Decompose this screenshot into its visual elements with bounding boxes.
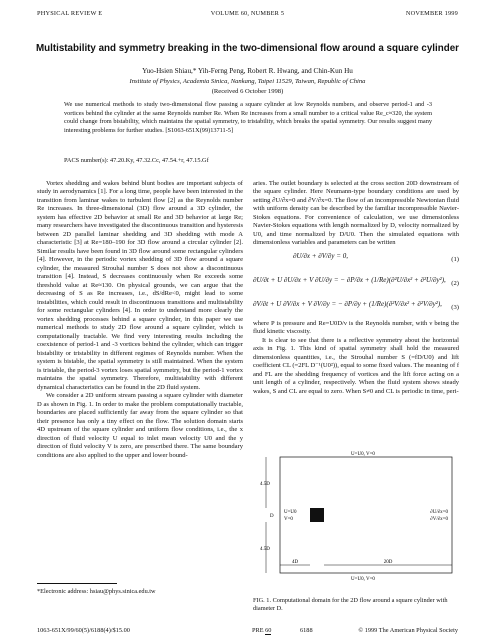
figure-caption: FIG. 1. Computational domain for the 2D flow around a square cylinder with diameter D. bbox=[253, 597, 448, 612]
equation-3-text: ∂V/∂t + U ∂V/∂x + V ∂V/∂y = − ∂P/∂y + (1/Re)(∂²V/∂x² + ∂²V/∂y²), bbox=[253, 299, 442, 308]
inlet-u-label: U=U0 bbox=[284, 510, 297, 515]
footer-journal bbox=[252, 627, 271, 634]
dimension-bottom: 4.5D bbox=[260, 547, 270, 552]
body-paragraph: where P is pressure and Re=U0D/ν is the Reynolds number, with ν being the fluid kinetic viscosity. bbox=[253, 319, 459, 336]
body-paragraph: aries. The outlet boundary is selected at the cross section 20D downstream of the square cylinder. Here Neumann-type boundary conditions are used by setting ∂U/∂x=0 and ∂V/∂x=0. The flow of an incompressible Newtonian fluid with uniform density can be described by the familiar incompressible Navier-Stokes equations. For convenience of calculation, we use dimensionless Navier-Stokes equations with length normalized by D, velocity normalized by U0, and time normalized by D/U0. Then the simulated equations with dimensionless variables and parameters can be written bbox=[253, 180, 459, 247]
dimension-top: 4.5D bbox=[260, 482, 270, 487]
square-cylinder bbox=[310, 508, 324, 522]
pacs-numbers: PACS number(s): 47.20.Ky, 47.32.Cc, 47.54.+r, 47.15.Gf bbox=[64, 157, 209, 164]
equation-3 bbox=[253, 296, 459, 320]
abstract: We use numerical methods to study two-dimensional flow passing a square cylinder at low Reynolds numbers, and observe period-1 and -3 vortices behind the cylinder at the same Reynolds number Re. When Re increases from a small number to a critical value Re_c≈320, the system could change from bistability, which maintains the spatial symmetry, to tristability, which breaks the spatial symmetry. Our results suggest many interesting problems for further studies. [S1063-651X(99)13711-5] bbox=[64, 101, 432, 134]
footnote-divider bbox=[37, 583, 117, 584]
equation-2-text: ∂U/∂t + U ∂U/∂x + V ∂U/∂y = − ∂P/∂x + (1/Re)(∂²U/∂x² + ∂²U/∂y²), bbox=[253, 275, 446, 284]
bottom-boundary-label: U=U0, V=0 bbox=[351, 577, 375, 582]
equation-1 bbox=[253, 248, 459, 272]
dimension-downstream: 20D bbox=[383, 560, 393, 565]
footer-copyright: © 1999 The American Physical Society bbox=[358, 627, 458, 634]
domain-boundary bbox=[280, 457, 452, 573]
dimension-upstream: 4D bbox=[291, 560, 299, 565]
equation-3-number: (3) bbox=[451, 303, 459, 311]
issue-date: NOVEMBER 1999 bbox=[405, 10, 458, 17]
footer-pre: PRE bbox=[252, 627, 264, 634]
journal-name: PHYSICAL REVIEW E bbox=[37, 10, 103, 17]
affiliation: Institute of Physics, Academia Sinica, Nankang, Taipei 11529, Taiwan, Republic of China bbox=[129, 78, 366, 85]
equation-2-number: (2) bbox=[451, 279, 459, 287]
equation-1-number: (1) bbox=[451, 255, 459, 263]
body-paragraph: We consider a 2D uniform stream passing a square cylinder with diameter D as shown in Fig. 1. In order to make the problem computationally tractable, boundaries are placed sufficiently far away from the square cylinder so that their presence has only a tiny effect on the flow. The solution domain starts 4D upstream of the square cylinder and uniform flow conditions, i.e., the x direction of fluid velocity U equal to inlet mean velocity U0 and the y direction of fluid velocity V is zero, are prescribed there. The same boundary conditions are also applied to the upper and lower bound- bbox=[37, 392, 243, 459]
dimension-cylinder: D bbox=[270, 514, 274, 519]
volume-number: VOLUME 60, NUMBER 5 bbox=[210, 10, 285, 17]
footer-issn: 1063-651X/99/60(5)/6188(4)/$15.00 bbox=[37, 627, 130, 634]
top-boundary-label: U=U0, V=0 bbox=[351, 452, 375, 457]
body-paragraph: Vortex shedding and wakes behind blunt bodies are important subjects of study in aerodynamics [1]. For a long time, people have been interested in the transition from laminar wakes to turbulent flow [2] as the Reynolds number Re increases. In three-dimensional (3D) flow around a 3D cylinder, the system has effective 2D behavior at small Re and 3D behavior at large Re; many researchers have investigated the discontinuous transition and hysteresis between 2D parallel laminar shedding and 3D shedding with mode A characteristic [3] at Re=180–190 for 3D flow around a circular cylinder [2]. Similar results have been found in 3D flow around some rectangular cylinders [4]. However, in the periodic vortex shedding of 3D flow around a square cylinder, the measured Strouhal number S does not show a discontinuous transition [4]. Instead, S decreases continuously when Re exceeds some threshold value at Re≈130. On physical grounds, we can argue that the decreasing of S as Re increases, i.e., dS/dRe<0, might lead to some instabilities, which could result in discontinuous transitions and multistability for some rectangular cylinders [4]. In order to understand more clearly the vortex shedding processes behind a square cylinder, in this paper we use numerical methods to study 2D flow around a square cylinder, which is computationally tractable. We find very interesting results including the coexistence of period-1 and -3 vortices behind the cylinder, which can trigger bistability or tristability in different regimes of Reynolds number. When the system is bistable, the spatial symmetry is still maintained. When the system is tristable, the period-3 vortex loses spatial symmetry, but the period-1 vortex maintains the spatial symmetry. Therefore, multistability with different dynamical characteristics can be found in the 2D fluid system. bbox=[37, 180, 243, 391]
right-column bbox=[253, 180, 459, 396]
equation-2 bbox=[253, 272, 459, 296]
equation-1-text: ∂U/∂x + ∂V/∂y = 0, bbox=[293, 251, 348, 260]
paper-title: Multistability and symmetry breaking in the two-dimensional flow around a square cylinder bbox=[36, 43, 459, 54]
figure-computational-domain bbox=[258, 447, 462, 583]
outlet-v-label: ∂V/∂x=0 bbox=[430, 517, 448, 522]
author-list: Yuo-Hsien Shiau,* Yih-Ferng Peng, Robert R. Hwang, and Chin-Kun Hu bbox=[142, 67, 353, 75]
footnote-email: *Electronic address: hsiau@phys.sinica.edu.tw bbox=[37, 588, 156, 595]
left-column bbox=[37, 180, 243, 460]
footer-page-number: 6188 bbox=[300, 627, 313, 634]
body-paragraph: It is clear to see that there is a reflective symmetry about the horizontal axis in Fig. 1. This kind of spatial symmetry shall hold the measured dimensionless quantities, i.e., the Strouhal number S (=fD/U0) and lift coefficient CL (=2FL D⁻¹(U0²)), equal to some fixed values. The meaning of f and FL are the shedding frequency of vortices and the lift force acting on a unit length of a cylinder, respectively. When the fluid system shows steady wakes, S and CL are equal to zero. When S≠0 and CL is periodic in time, peri- bbox=[253, 336, 459, 395]
outlet-u-label: ∂U/∂x=0 bbox=[430, 510, 448, 515]
inlet-v-label: V=0 bbox=[284, 517, 293, 522]
footer-volume: 60 bbox=[265, 627, 272, 634]
received-date: (Received 6 October 1998) bbox=[211, 88, 284, 95]
